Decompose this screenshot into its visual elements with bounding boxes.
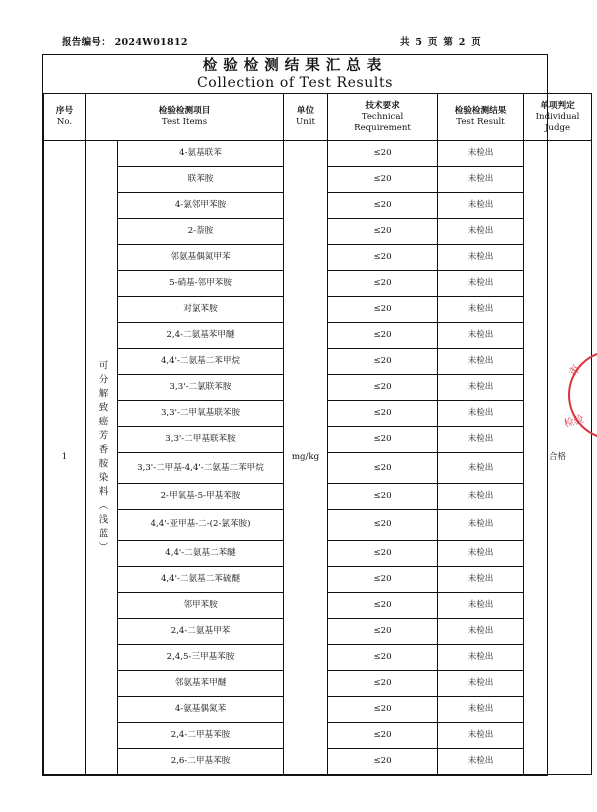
technical-requirement: ≤20 xyxy=(328,722,438,748)
test-item: 3,3'-二氯联苯胺 xyxy=(118,375,284,401)
col-individual-judge: 单项判定 Individual Judge xyxy=(524,94,592,141)
row-number: 1 xyxy=(44,141,86,775)
seal-text-mid: 检验 xyxy=(562,414,586,430)
test-item: 邻氨基苯甲醚 xyxy=(118,670,284,696)
test-result: 未检出 xyxy=(438,245,524,271)
individual-judge: 合格 xyxy=(524,141,592,775)
technical-requirement: ≤20 xyxy=(328,219,438,245)
test-result: 未检出 xyxy=(438,219,524,245)
test-result: 未检出 xyxy=(438,401,524,427)
technical-requirement: ≤20 xyxy=(328,748,438,774)
technical-requirement: ≤20 xyxy=(328,245,438,271)
test-item: 3,3'-二甲基联苯胺 xyxy=(118,427,284,453)
technical-requirement: ≤20 xyxy=(328,696,438,722)
results-table xyxy=(43,93,592,775)
test-result: 未检出 xyxy=(438,375,524,401)
seal-text-top: 市 xyxy=(566,362,584,379)
technical-requirement: ≤20 xyxy=(328,453,438,484)
test-item: 4,4'-二氨基二苯甲烷 xyxy=(118,349,284,375)
test-result: 未检出 xyxy=(438,748,524,774)
title-en: Collection of Test Results xyxy=(197,75,393,91)
test-item: 4-氨基联苯 xyxy=(118,141,284,167)
test-result: 未检出 xyxy=(438,193,524,219)
test-item: 4,4'-二氨基二苯硫醚 xyxy=(118,566,284,592)
test-result: 未检出 xyxy=(438,167,524,193)
test-result: 未检出 xyxy=(438,271,524,297)
page-info: 共 5 页 第 2 页 xyxy=(400,37,482,48)
col-technical-requirement: 技术要求 Technical Requirement xyxy=(328,94,438,141)
technical-requirement: ≤20 xyxy=(328,375,438,401)
technical-requirement: ≤20 xyxy=(328,540,438,566)
table-row xyxy=(44,141,592,167)
test-item: 2-甲氧基-5-甲基苯胺 xyxy=(118,483,284,509)
technical-requirement: ≤20 xyxy=(328,592,438,618)
test-item: 邻氨基偶氮甲苯 xyxy=(118,245,284,271)
test-item: 2,4-二氨基苯甲醚 xyxy=(118,323,284,349)
test-item: 4,4'-亚甲基-二-(2-氯苯胺) xyxy=(118,510,284,541)
test-result: 未检出 xyxy=(438,323,524,349)
test-item: 2,4-二甲基苯胺 xyxy=(118,722,284,748)
technical-requirement: ≤20 xyxy=(328,644,438,670)
test-item: 3,3'-二甲基-4,4'-二氨基二苯甲烷 xyxy=(118,453,284,484)
report-number: 报告编号： 2024W01812 xyxy=(62,37,188,48)
technical-requirement: ≤20 xyxy=(328,141,438,167)
technical-requirement: ≤20 xyxy=(328,670,438,696)
test-result: 未检出 xyxy=(438,592,524,618)
col-test-items: 检验检测项目 Test Items xyxy=(86,94,284,141)
col-unit: 单位 Unit xyxy=(284,94,328,141)
technical-requirement: ≤20 xyxy=(328,193,438,219)
col-no: 序号 No. xyxy=(44,94,86,141)
category-label: 可分解致癌芳香胺染料（浅蓝） xyxy=(96,359,108,556)
technical-requirement: ≤20 xyxy=(328,167,438,193)
red-seal-stamp xyxy=(555,345,597,445)
test-result: 未检出 xyxy=(438,618,524,644)
test-item: 2,4,5-三甲基苯胺 xyxy=(118,644,284,670)
title-zh: 检验检测结果汇总表 xyxy=(202,57,388,74)
test-result: 未检出 xyxy=(438,566,524,592)
category-cell xyxy=(86,141,118,775)
test-item: 2,4-二氨基甲苯 xyxy=(118,618,284,644)
test-result: 未检出 xyxy=(438,297,524,323)
technical-requirement: ≤20 xyxy=(328,401,438,427)
technical-requirement: ≤20 xyxy=(328,483,438,509)
test-result: 未检出 xyxy=(438,670,524,696)
test-result: 未检出 xyxy=(438,349,524,375)
technical-requirement: ≤20 xyxy=(328,271,438,297)
test-item: 2,6-二甲基苯胺 xyxy=(118,748,284,774)
technical-requirement: ≤20 xyxy=(328,427,438,453)
col-test-result: 检验检测结果 Test Result xyxy=(438,94,524,141)
unit-cell: mg/kg xyxy=(284,141,328,775)
test-result: 未检出 xyxy=(438,540,524,566)
technical-requirement: ≤20 xyxy=(328,510,438,541)
test-item: 2-萘胺 xyxy=(118,219,284,245)
test-item: 4-氯邻甲苯胺 xyxy=(118,193,284,219)
test-result: 未检出 xyxy=(438,696,524,722)
test-item: 对氯苯胺 xyxy=(118,297,284,323)
technical-requirement: ≤20 xyxy=(328,566,438,592)
technical-requirement: ≤20 xyxy=(328,323,438,349)
test-item: 3,3'-二甲氧基联苯胺 xyxy=(118,401,284,427)
test-result: 未检出 xyxy=(438,427,524,453)
test-result: 未检出 xyxy=(438,510,524,541)
test-item: 联苯胺 xyxy=(118,167,284,193)
test-item: 4-氨基偶氮苯 xyxy=(118,696,284,722)
results-body xyxy=(44,141,592,775)
test-result: 未检出 xyxy=(438,722,524,748)
test-result: 未检出 xyxy=(438,644,524,670)
header-row xyxy=(44,94,592,141)
technical-requirement: ≤20 xyxy=(328,297,438,323)
technical-requirement: ≤20 xyxy=(328,349,438,375)
test-result: 未检出 xyxy=(438,483,524,509)
test-result: 未检出 xyxy=(438,141,524,167)
technical-requirement: ≤20 xyxy=(328,618,438,644)
table-title xyxy=(43,55,547,94)
test-item: 4,4'-二氨基二苯醚 xyxy=(118,540,284,566)
test-result: 未检出 xyxy=(438,453,524,484)
test-item: 邻甲苯胺 xyxy=(118,592,284,618)
test-item: 5-硝基-邻甲苯胺 xyxy=(118,271,284,297)
